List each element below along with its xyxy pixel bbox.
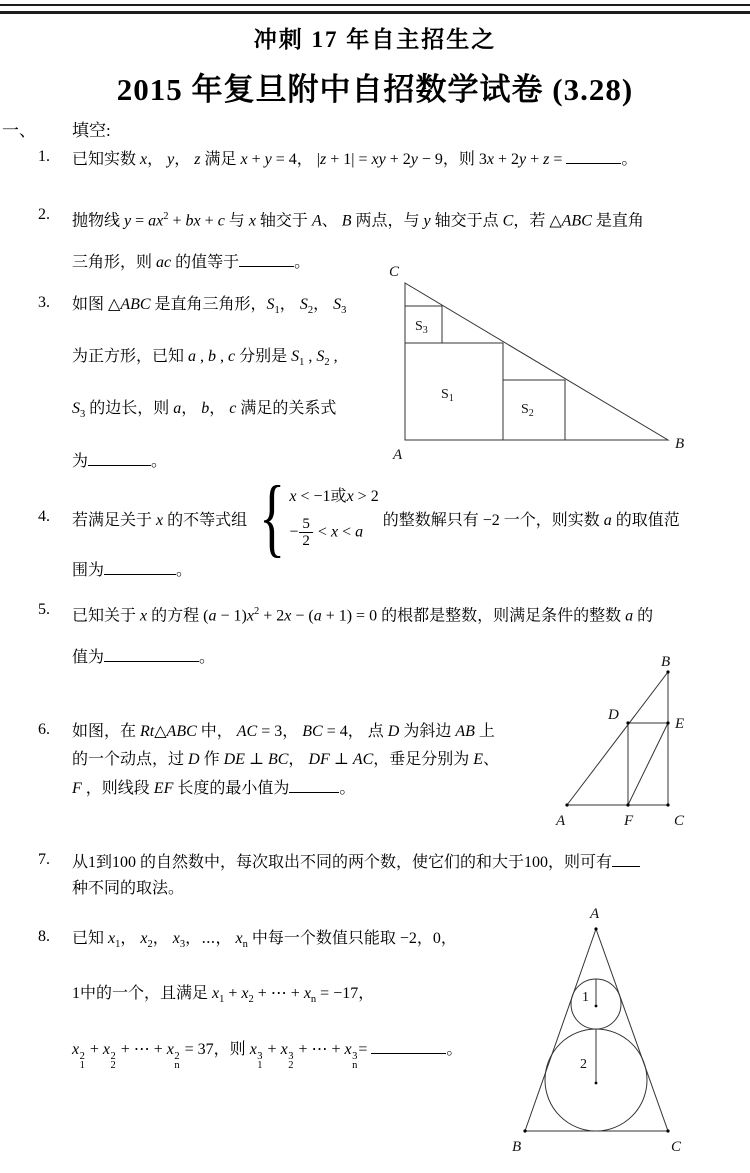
label-F: F bbox=[624, 813, 634, 829]
problem-3-line-2: 为正方形，已知 a , b , c 分别是 $S_1$ , $S_2$ , bbox=[72, 348, 338, 369]
problem-5-line-1: 已知关于 x 的方程 $(a - 1)x^2 + 2x - (a + 1) = 0$ 的根都是整数，则满足条件的整数 a 的 bbox=[72, 606, 654, 625]
label-S1: $S_1$ bbox=[441, 387, 454, 404]
problem-7-line-2: 种不同的取法。 bbox=[72, 880, 185, 897]
problem-6-line-3: F ，则线段 EF 长度的最小值为 。 bbox=[72, 777, 499, 805]
system-row-2: − $\frac{5}{2}$ < x < a bbox=[289, 515, 364, 549]
square-s2 bbox=[503, 380, 565, 440]
small-circle-center bbox=[595, 1005, 598, 1008]
label-B: B bbox=[675, 436, 685, 452]
square-s1 bbox=[405, 343, 503, 440]
section-label-fill-in-blanks: 填空: bbox=[72, 121, 111, 140]
segment-EF bbox=[628, 723, 668, 805]
problem-7-text bbox=[72, 851, 640, 905]
problem-4-outro: 的整数解只有 −2 一个，则实数 a 的取值范 bbox=[382, 511, 680, 529]
problem-6-line-1: 如图，在 Rt△ABC 中， AC = 3， BC = 4， 点 D 为斜边 AB 上 bbox=[72, 723, 495, 740]
problem-4-line-1 bbox=[72, 466, 680, 570]
problem-6-line-2: 的一个动点，过 D 作 DE ⊥ BC， DF ⊥ AC，垂足分别为 E、 bbox=[72, 751, 500, 768]
system-brace: { bbox=[259, 468, 286, 566]
label-B: B bbox=[661, 654, 671, 670]
problem-2-line-1: 抛物线 $y = ax^2$ + bx + c 与 x 轴交于 A、 B 两点，与 y 轴交于点 C，若 △ABC 是直角 bbox=[72, 211, 644, 230]
figure-triangle-two-circles bbox=[488, 903, 713, 1168]
problem-4-intro: 若满足关于 x 的不等式组 bbox=[72, 511, 248, 529]
point-B bbox=[523, 1129, 526, 1132]
problem-5-line-2: 值为 。 bbox=[72, 646, 653, 691]
problem-3-number: 3. bbox=[38, 294, 50, 311]
problem-7-number: 7. bbox=[38, 851, 50, 868]
label-C: C bbox=[674, 813, 685, 829]
problem-1-number: 1. bbox=[38, 148, 50, 165]
problem-8-text bbox=[72, 928, 462, 1093]
label-S2: $S_2$ bbox=[521, 402, 534, 419]
section-marker: 一、 bbox=[2, 121, 36, 140]
figure-right-triangle-def bbox=[548, 653, 713, 833]
problem-7-line-1: 从1到100 的自然数中，每次取出不同的两个数，使它们的和大于100，则可有 bbox=[72, 851, 640, 878]
problem-3-line-4: 为 。 bbox=[72, 450, 346, 502]
problem-1-line-1: 已知实数 x， y， z 满足 x + y = 4， |z + 1| = xy + 2y − 9，则 3x + 2y + z = 。 bbox=[72, 148, 637, 171]
problem-2-line-2: 三角形，则 ac 的值等于 。 bbox=[72, 251, 644, 296]
figure-triangle-with-squares bbox=[383, 258, 750, 468]
problem-8-line-3: x 2 1 + x 2 2 + ⋯ + x 2 n = 37，则 x 3 1 + x 3 2 + ⋯ + x 3 n = 。 bbox=[72, 1038, 462, 1093]
point-F bbox=[626, 803, 629, 806]
label-A: A bbox=[556, 813, 566, 829]
label-C: C bbox=[671, 1139, 682, 1155]
problem-8-number: 8. bbox=[38, 928, 50, 945]
system-row-1: x < −1或x > 2 bbox=[289, 487, 379, 505]
problem-2-number: 2. bbox=[38, 206, 50, 223]
top-rule-thick bbox=[0, 11, 750, 14]
problem-1-text bbox=[72, 148, 637, 171]
problem-6-text bbox=[72, 721, 499, 805]
point-C bbox=[666, 1129, 669, 1132]
point-B bbox=[666, 670, 669, 673]
paper-title-line1: 冲刺 17 年自主招生之 bbox=[253, 27, 497, 52]
label-C: C bbox=[389, 264, 400, 280]
point-D bbox=[626, 721, 629, 724]
triangle-abc-outline bbox=[567, 672, 668, 805]
point-E bbox=[666, 721, 669, 724]
problem-8-line-1: 已知 $x_1$， $x_2$， $x_3$，⋯， $x_n$ 中每一个数值只能取 −2，0， bbox=[72, 930, 457, 951]
problem-6-number: 6. bbox=[38, 721, 50, 738]
paper-title-line2: 2015 年复旦附中自招数学试卷 (3.28) bbox=[116, 72, 634, 107]
triangle-outline bbox=[405, 283, 668, 440]
label-B: B bbox=[512, 1139, 522, 1155]
label-D: D bbox=[608, 707, 619, 723]
point-A bbox=[594, 927, 597, 930]
radius-label-1: 1 bbox=[582, 990, 589, 1005]
problem-3-line-1: 如图 △ABC 是直角三角形，$S_1$， $S_2$， $S_3$ bbox=[72, 296, 347, 317]
label-S3: $S_3$ bbox=[415, 319, 428, 336]
label-A: A bbox=[590, 906, 600, 922]
radius-label-2: 2 bbox=[580, 1057, 587, 1072]
problem-4-number: 4. bbox=[38, 508, 50, 525]
label-E: E bbox=[675, 716, 685, 732]
problem-4-line-2: 围为 。 bbox=[72, 557, 192, 580]
inequality-system bbox=[251, 468, 379, 566]
problem-8-line-2: 1中的一个，且满足 $x_1 + x_2$ + ⋯ + $x_n = -17$， bbox=[72, 985, 375, 1006]
point-C bbox=[666, 803, 669, 806]
problem-5-number: 5. bbox=[38, 601, 50, 618]
top-rule-thin bbox=[0, 4, 750, 6]
large-circle-center bbox=[595, 1082, 598, 1085]
point-A bbox=[565, 803, 568, 806]
system-rows bbox=[289, 487, 378, 549]
problem-3-line-3: $S_3$ 的边长，则 a， b， c 满足的关系式 bbox=[72, 400, 337, 421]
label-A: A bbox=[393, 447, 403, 463]
